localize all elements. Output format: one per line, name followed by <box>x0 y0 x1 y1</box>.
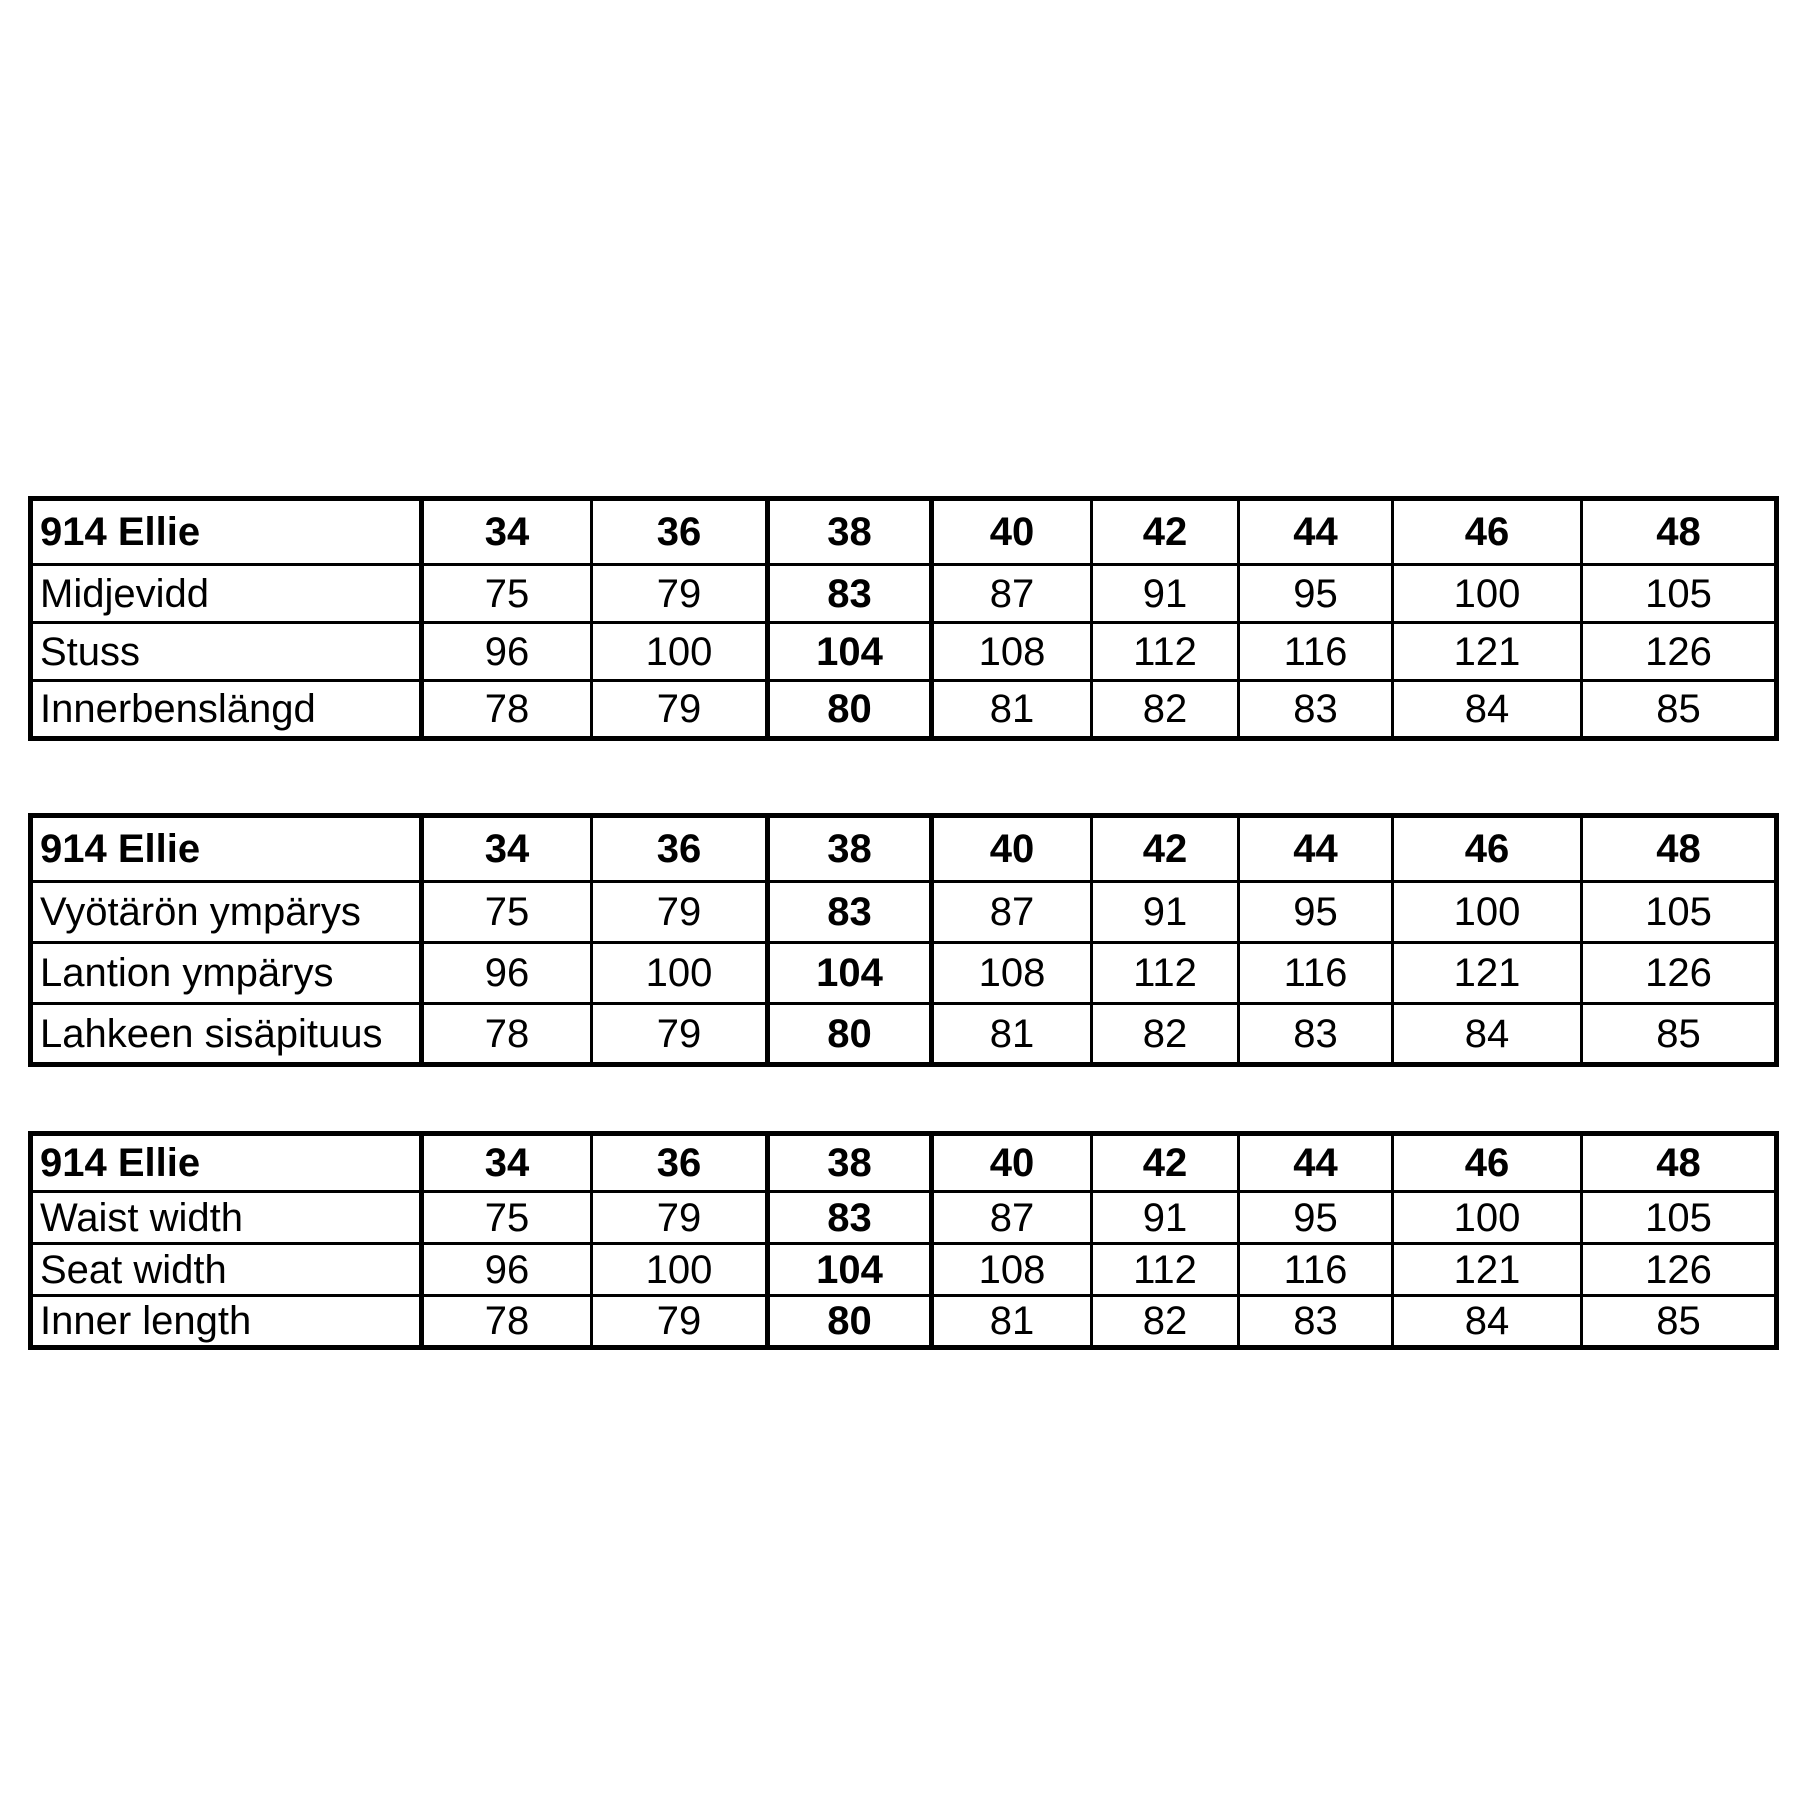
table-header-row <box>31 1134 1777 1192</box>
measurement-value: 75 <box>422 565 592 623</box>
table-row <box>31 623 1777 681</box>
measurement-value: 87 <box>932 565 1092 623</box>
measurement-value: 105 <box>1582 1192 1777 1244</box>
measurement-value: 100 <box>1393 882 1582 943</box>
measurement-value: 126 <box>1582 943 1777 1004</box>
size-header: 40 <box>932 1134 1092 1192</box>
measurement-value: 95 <box>1239 565 1393 623</box>
size-table-swedish <box>28 496 1779 741</box>
measurement-value: 112 <box>1092 623 1239 681</box>
size-header: 40 <box>932 499 1092 565</box>
measurement-value: 79 <box>592 681 768 739</box>
measurement-value: 79 <box>592 1296 768 1348</box>
measurement-value: 84 <box>1393 1004 1582 1065</box>
table-title: 914 Ellie <box>31 816 422 882</box>
measurement-value-highlight: 83 <box>768 1192 932 1244</box>
measurement-value: 83 <box>1239 1004 1393 1065</box>
size-header: 46 <box>1393 816 1582 882</box>
measurement-value-highlight: 80 <box>768 1296 932 1348</box>
measurement-value: 105 <box>1582 565 1777 623</box>
table-title: 914 Ellie <box>31 1134 422 1192</box>
measurement-value: 78 <box>422 1004 592 1065</box>
measurement-value: 116 <box>1239 623 1393 681</box>
size-header: 36 <box>592 1134 768 1192</box>
size-header: 42 <box>1092 816 1239 882</box>
measurement-value-highlight: 104 <box>768 623 932 681</box>
table-row <box>31 943 1777 1004</box>
size-header: 44 <box>1239 816 1393 882</box>
size-header: 44 <box>1239 499 1393 565</box>
measurement-value: 108 <box>932 623 1092 681</box>
measurement-value: 126 <box>1582 623 1777 681</box>
measurement-value: 75 <box>422 882 592 943</box>
measurement-value-highlight: 83 <box>768 882 932 943</box>
measurement-value: 121 <box>1393 1244 1582 1296</box>
size-header: 48 <box>1582 816 1777 882</box>
size-header: 46 <box>1393 1134 1582 1192</box>
measurement-value: 82 <box>1092 1296 1239 1348</box>
table-header-row <box>31 816 1777 882</box>
measurement-value: 91 <box>1092 1192 1239 1244</box>
measurement-value: 79 <box>592 882 768 943</box>
measurement-value-highlight: 80 <box>768 681 932 739</box>
measurement-value: 121 <box>1393 623 1582 681</box>
measurement-value-highlight: 80 <box>768 1004 932 1065</box>
size-header: 42 <box>1092 499 1239 565</box>
measurement-value: 81 <box>932 1004 1092 1065</box>
measurement-value: 81 <box>932 1296 1092 1348</box>
measurement-label: Seat width <box>31 1244 422 1296</box>
size-header: 44 <box>1239 1134 1393 1192</box>
measurement-value: 95 <box>1239 882 1393 943</box>
measurement-value: 79 <box>592 1004 768 1065</box>
measurement-value: 100 <box>592 623 768 681</box>
measurement-value: 87 <box>932 1192 1092 1244</box>
measurement-value: 91 <box>1092 565 1239 623</box>
measurement-value: 84 <box>1393 1296 1582 1348</box>
measurement-value: 95 <box>1239 1192 1393 1244</box>
measurement-label: Waist width <box>31 1192 422 1244</box>
measurement-value: 100 <box>1393 1192 1582 1244</box>
measurement-value: 85 <box>1582 1004 1777 1065</box>
measurement-value: 116 <box>1239 943 1393 1004</box>
measurement-value-highlight: 83 <box>768 565 932 623</box>
size-header: 38 <box>768 816 932 882</box>
measurement-value: 78 <box>422 681 592 739</box>
measurement-value: 79 <box>592 565 768 623</box>
measurement-value: 83 <box>1239 681 1393 739</box>
table-row <box>31 681 1777 739</box>
measurement-value: 100 <box>592 1244 768 1296</box>
size-header: 46 <box>1393 499 1582 565</box>
measurement-value: 121 <box>1393 943 1582 1004</box>
size-header: 36 <box>592 499 768 565</box>
size-header: 34 <box>422 1134 592 1192</box>
measurement-value: 82 <box>1092 681 1239 739</box>
table-row <box>31 565 1777 623</box>
measurement-label: Inner length <box>31 1296 422 1348</box>
measurement-value: 82 <box>1092 1004 1239 1065</box>
measurement-label: Vyötärön ympärys <box>31 882 422 943</box>
measurement-value: 126 <box>1582 1244 1777 1296</box>
size-table-finnish <box>28 813 1779 1067</box>
measurement-label: Lahkeen sisäpituus <box>31 1004 422 1065</box>
measurement-value: 96 <box>422 623 592 681</box>
size-header: 42 <box>1092 1134 1239 1192</box>
measurement-value: 81 <box>932 681 1092 739</box>
measurement-value: 87 <box>932 882 1092 943</box>
size-header: 48 <box>1582 499 1777 565</box>
size-header: 40 <box>932 816 1092 882</box>
table-row <box>31 1244 1777 1296</box>
size-table-english <box>28 1131 1779 1350</box>
size-header: 38 <box>768 499 932 565</box>
measurement-value-highlight: 104 <box>768 1244 932 1296</box>
measurement-value: 83 <box>1239 1296 1393 1348</box>
table-row <box>31 1296 1777 1348</box>
measurement-value: 85 <box>1582 681 1777 739</box>
size-header: 34 <box>422 816 592 882</box>
measurement-value: 75 <box>422 1192 592 1244</box>
size-header: 36 <box>592 816 768 882</box>
measurement-label: Lantion ympärys <box>31 943 422 1004</box>
measurement-value: 91 <box>1092 882 1239 943</box>
table-row <box>31 882 1777 943</box>
measurement-label: Midjevidd <box>31 565 422 623</box>
measurement-label: Stuss <box>31 623 422 681</box>
measurement-value: 100 <box>1393 565 1582 623</box>
table-title: 914 Ellie <box>31 499 422 565</box>
measurement-value: 108 <box>932 1244 1092 1296</box>
measurement-value: 100 <box>592 943 768 1004</box>
measurement-value: 85 <box>1582 1296 1777 1348</box>
measurement-value: 96 <box>422 1244 592 1296</box>
measurement-value: 78 <box>422 1296 592 1348</box>
measurement-value: 84 <box>1393 681 1582 739</box>
table-header-row <box>31 499 1777 565</box>
table-row <box>31 1192 1777 1244</box>
measurement-value: 112 <box>1092 943 1239 1004</box>
measurement-value: 79 <box>592 1192 768 1244</box>
measurement-value: 116 <box>1239 1244 1393 1296</box>
measurement-value: 105 <box>1582 882 1777 943</box>
size-header: 48 <box>1582 1134 1777 1192</box>
measurement-value-highlight: 104 <box>768 943 932 1004</box>
table-row <box>31 1004 1777 1065</box>
measurement-value: 96 <box>422 943 592 1004</box>
measurement-value: 108 <box>932 943 1092 1004</box>
measurement-label: Innerbenslängd <box>31 681 422 739</box>
size-header: 38 <box>768 1134 932 1192</box>
measurement-value: 112 <box>1092 1244 1239 1296</box>
size-header: 34 <box>422 499 592 565</box>
